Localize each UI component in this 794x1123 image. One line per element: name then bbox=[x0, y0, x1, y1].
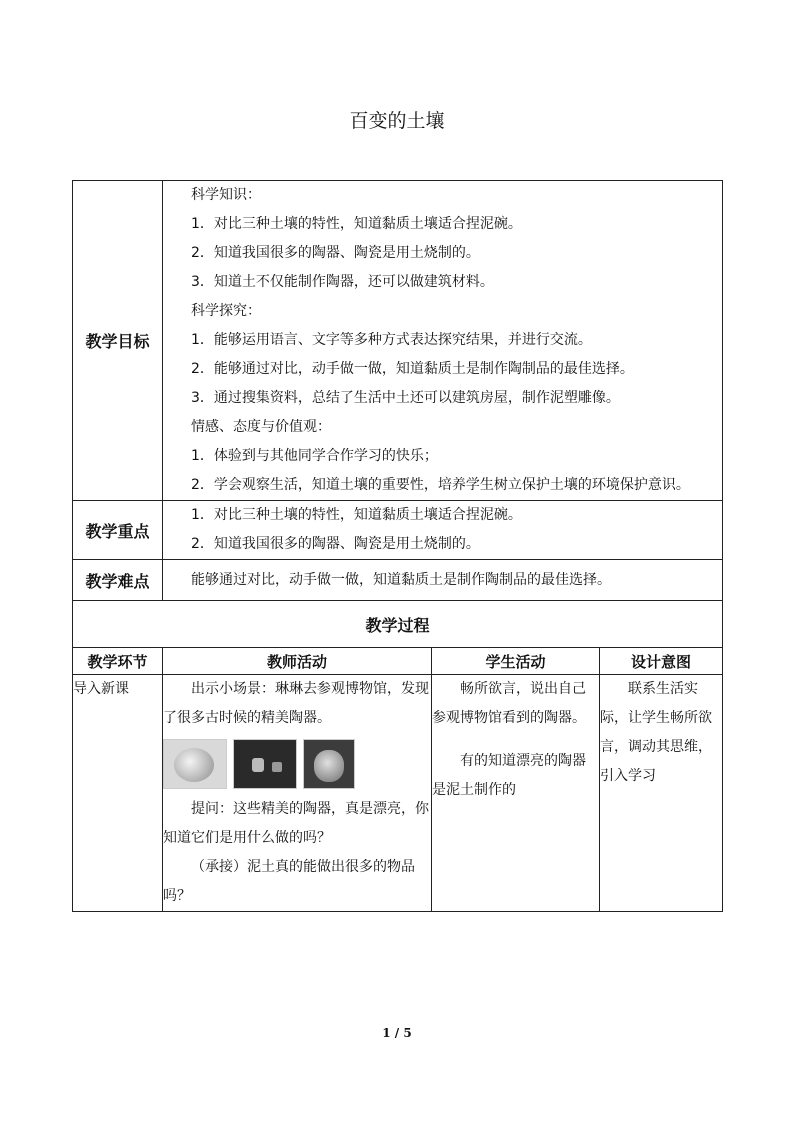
objectives-line: 2．知道我国很多的陶器、陶瓷是用土烧制的。 bbox=[191, 245, 480, 261]
objectives-line: 情感、态度与价值观： bbox=[191, 419, 331, 435]
pottery-jar-photo bbox=[163, 739, 227, 789]
key-points-line: 2．知道我国很多的陶器、陶瓷是用土烧制的。 bbox=[191, 536, 480, 552]
teacher-cell bbox=[163, 675, 432, 912]
key-points-row bbox=[73, 501, 723, 560]
process-row bbox=[73, 675, 723, 912]
document-title: 百变的土壤 bbox=[349, 110, 445, 132]
page-number: 1 / 5 bbox=[382, 1026, 412, 1040]
difficulty-text: 能够通过对比，动手做一做，知道黏质土是制作陶制品的最佳选择。 bbox=[191, 571, 611, 588]
objectives-line: 1．对比三种土壤的特性，知道黏质土壤适合捏泥碗。 bbox=[191, 216, 522, 232]
header-teacher: 教师活动 bbox=[163, 648, 432, 675]
header-student: 学生活动 bbox=[432, 648, 600, 675]
difficulty-content bbox=[163, 560, 723, 601]
objectives-line: 1．能够运用语言、文字等多种方式表达探究结果，并进行交流。 bbox=[191, 332, 592, 348]
lesson-plan-table bbox=[72, 180, 723, 912]
header-intent: 设计意图 bbox=[600, 648, 723, 675]
objectives-line: 科学探究： bbox=[191, 303, 261, 319]
teacher-text: 提问：这些精美的陶器，真是漂亮，你知道它们是用什么做的吗？ bbox=[163, 801, 429, 846]
objectives-label: 教学目标 bbox=[73, 181, 163, 501]
header-stage: 教学环节 bbox=[73, 648, 163, 675]
difficulty-row bbox=[73, 560, 723, 601]
objectives-line: 2．学会观察生活，知道土壤的重要性，培养学生树立保护土壤的环境保护意识。 bbox=[191, 477, 690, 493]
teacher-text: （承接）泥土真的能做出很多的物品吗？ bbox=[163, 859, 415, 904]
objectives-line: 3．知道土不仅能制作陶器，还可以做建筑材料。 bbox=[191, 274, 494, 290]
stage-cell bbox=[73, 675, 163, 912]
difficulty-label: 教学难点 bbox=[73, 560, 163, 601]
key-points-content bbox=[163, 501, 723, 560]
intent-text: 联系生活实际，让学生畅所欲言，调动其思维，引入学习 bbox=[600, 681, 712, 784]
process-title: 教学过程 bbox=[73, 601, 723, 648]
pottery-vase-photo bbox=[303, 739, 355, 789]
process-title-row bbox=[73, 601, 723, 648]
museum-display-photo bbox=[233, 739, 297, 789]
objectives-content bbox=[163, 181, 723, 501]
key-points-line: 1．对比三种土壤的特性，知道黏质土壤适合捏泥碗。 bbox=[191, 507, 522, 523]
student-text: 畅所欲言，说出自己参观博物馆看到的陶器。 bbox=[432, 681, 586, 726]
intent-cell bbox=[600, 675, 723, 912]
stage-text: 导入新课 bbox=[73, 681, 129, 697]
objectives-line: 1．体验到与其他同学合作学习的快乐； bbox=[191, 448, 438, 464]
student-text: 有的知道漂亮的陶器是泥土制作的 bbox=[432, 753, 586, 798]
teacher-text: 出示小场景：琳琳去参观博物馆，发现了很多古时候的精美陶器。 bbox=[163, 681, 429, 726]
objectives-line: 科学知识： bbox=[191, 187, 261, 203]
pottery-photos bbox=[163, 739, 431, 789]
objectives-line: 2．能够通过对比，动手做一做，知道黏质土是制作陶制品的最佳选择。 bbox=[191, 361, 634, 377]
objectives-line: 3．通过搜集资料，总结了生活中土还可以建筑房屋，制作泥塑雕像。 bbox=[191, 390, 620, 406]
objectives-row bbox=[73, 181, 723, 501]
process-header-row bbox=[73, 648, 723, 675]
key-points-label: 教学重点 bbox=[73, 501, 163, 560]
student-cell bbox=[432, 675, 600, 912]
